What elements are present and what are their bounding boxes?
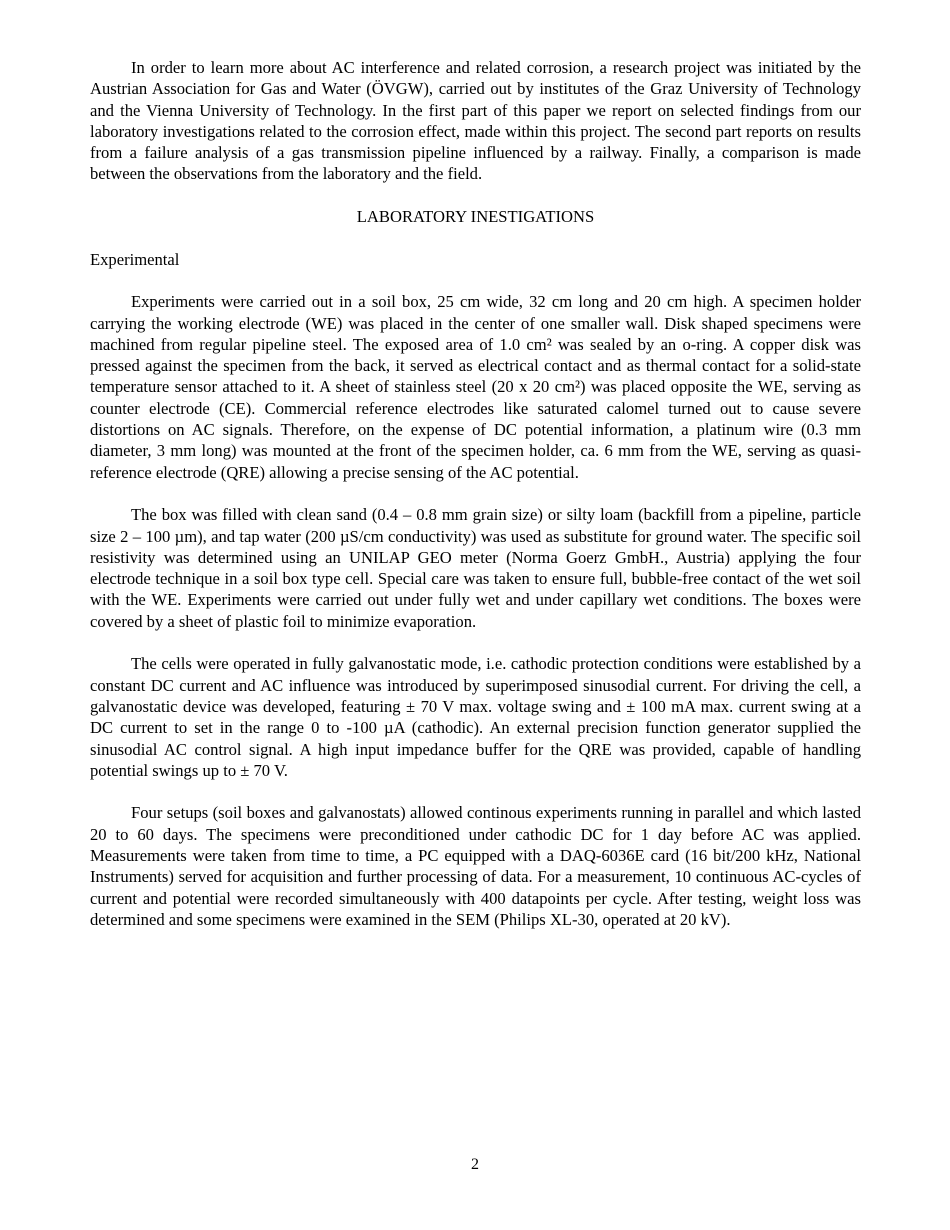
experimental-paragraph-1: Experiments were carried out in a soil box, 25 cm wide, 32 cm long and 20 cm high. A specimen holder carrying the working electrode (WE) was placed in the center of one smaller wall. Disk shaped specimens were machined from regular pipeline steel. The exposed area of 1.0 cm² was sealed by an o-ring. A copper disk was pressed against the specimen from the back, it served as electrical contact and as thermal contact for a solid-state temperature sensor attached to it. A sheet of stainless steel (20 x 20 cm²) was placed opposite the WE, serving as counter electrode (CE). Commercial reference electrodes like saturated calomel turned out to cause severe distortions on AC signals. Therefore, on the expense of DC potential information, a platinum wire (0.3 mm diameter, 3 mm long) was mounted at the front of the specimen holder, ca. 6 mm from the WE, serving as quasi-reference electrode (QRE) allowing a precise sensing of the AC potential. xyxy=(90,292,861,482)
spacer xyxy=(90,227,861,248)
spacer xyxy=(90,632,861,653)
page-body xyxy=(90,57,861,930)
spacer xyxy=(90,270,861,291)
experimental-paragraph-4: Four setups (soil boxes and galvanostats) allowed continous experiments running in parallel and which lasted 20 to 60 days. The specimens were preconditioned under cathodic DC for 1 day before AC was applied. Measurements were taken from time to time, a PC equipped with a DAQ-6036E card (16 bit/200 kHz, National Instruments) served for acquisition and further processing of data. For a measurement, 10 continuous AC-cycles of current and potential were recorded simultaneously with 400 datapoints per cycle. After testing, weight loss was determined and some specimens were examined in the SEM (Philips XL-30, operated at 20 kV). xyxy=(90,803,861,929)
spacer xyxy=(90,483,861,504)
page-number: 2 xyxy=(471,1156,479,1173)
section-heading: LABORATORY INESTIGATIONS xyxy=(356,207,595,227)
experimental-paragraph-3: The cells were operated in fully galvanostatic mode, i.e. cathodic protection conditions were established by a constant DC current and AC influence was introduced by superimposed sinusodial current. For driving the cell, a galvanostatic device was developed, featuring ± 70 V max. voltage swing and ± 100 mA max. current swing at a DC current to set in the range 0 to -100 µA (cathodic). An external precision function generator supplied the sinusodial AC control signal. A high input impedance buffer for the QRE was provided, capable of handling potential swings up to ± 70 V. xyxy=(90,654,861,780)
experimental-paragraph-2: The box was filled with clean sand (0.4 – 0.8 mm grain size) or silty loam (backfill from a pipeline, particle size 2 – 100 µm), and tap water (200 µS/cm conductivity) was used as substitute for ground water. The specific soil resistivity was determined using an UNILAP GEO meter (Norma Goerz GmbH., Austria) applying the four electrode technique in a soil box type cell. Special care was taken to ensure full, bubble-free contact of the wet soil with the WE. Experiments were carried out under fully wet and under capillary wet conditions. The boxes were covered by a sheet of plastic foil to minimize evaporation. xyxy=(90,505,861,631)
intro-paragraph: In order to learn more about AC interference and related corrosion, a research project was initiated by the Austrian Association for Gas and Water (ÖVGW), carried out by institutes of the Graz University of Technology and the Vienna University of Technology. In the first part of this paper we report on selected findings from our laboratory investigations related to the corrosion effect, made within this project. The second part reports on results from a failure analysis of a gas transmission pipeline influenced by a railway. Finally, a comparison is made between the observations from the laboratory and the field. xyxy=(90,58,861,184)
spacer xyxy=(90,781,861,802)
subsection-heading: Experimental xyxy=(90,249,180,269)
spacer xyxy=(90,185,861,206)
